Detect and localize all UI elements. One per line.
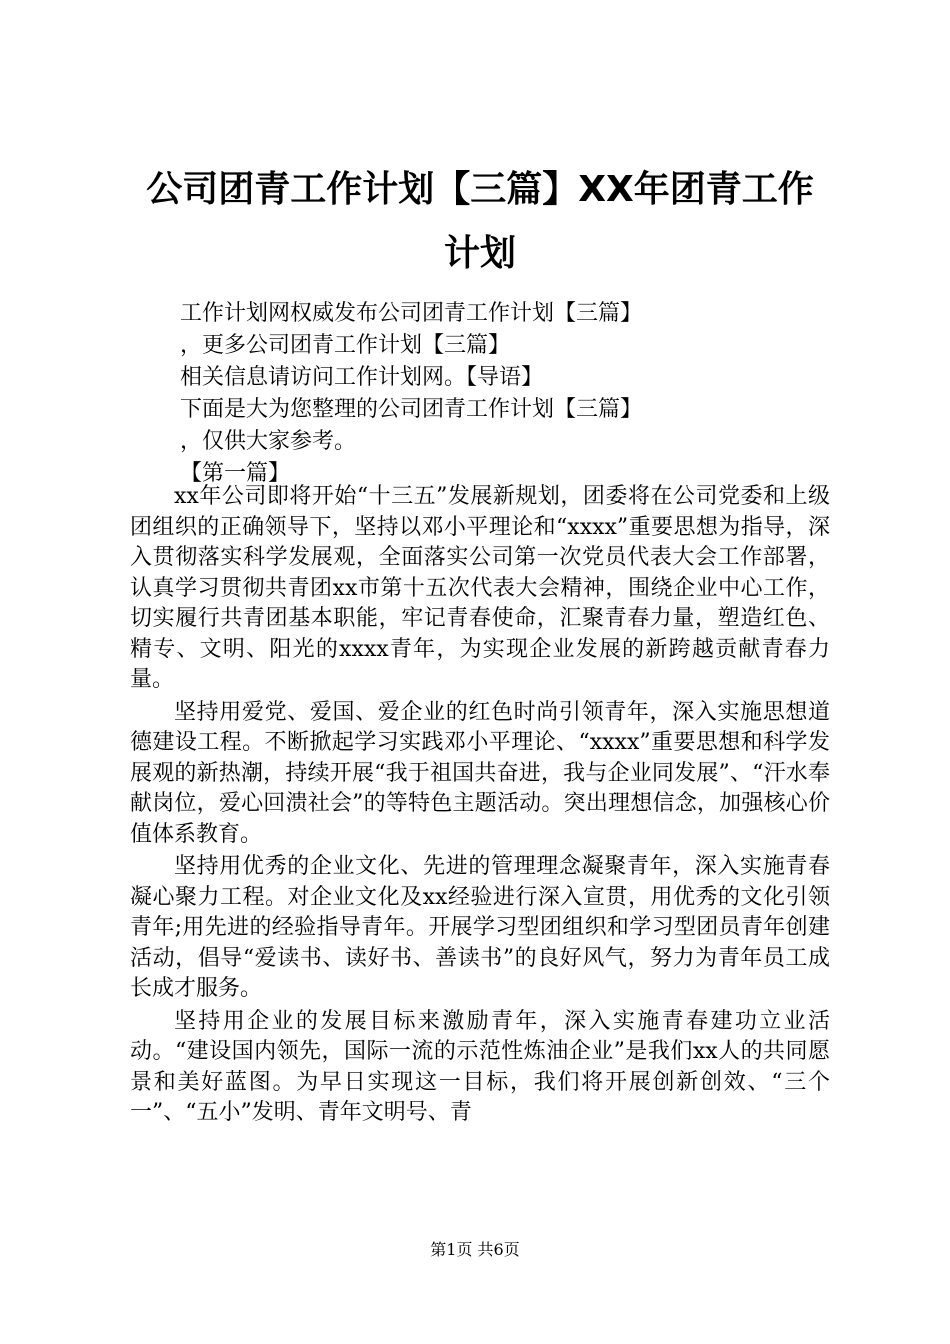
- intro-line: ，更多公司团青工作计划【三篇】: [180, 333, 511, 358]
- paragraph: 坚持用企业的发展目标来激励青年，深入实施青春建功立业活动。“建设国内领先，国际一流的示范性炼油企业”是我们xx人的共同愿景和美好蓝图。为早日实现这一目标，我们将开展创新创效、“三个一”、“五小”发明、青年文明号、青: [130, 1008, 830, 1125]
- body-text: [130, 482, 830, 1131]
- intro-line: ，仅供大家参考。: [180, 429, 357, 454]
- intro-line: 相关信息请访问工作计划网。【导语】: [180, 365, 544, 390]
- document-title: 公司团青工作计划【三篇】XX年团青工作计划: [146, 169, 814, 274]
- paragraph: 坚持用优秀的企业文化、先进的管理理念凝聚青年，深入实施青春凝心聚力工程。对企业文化及xx经验进行深入宣贯，用优秀的文化引领青年;用先进的经验指导青年。开展学习型团组织和学习型团员青年创建活动，倡导“爱读书、读好书、善读书”的良好风气，努力为青年员工成长成才服务。: [130, 854, 830, 1001]
- paragraph: xx年公司即将开始“十三五”发展新规划，团委将在公司党委和上级团组织的正确领导下，坚持以邓小平理论和“xxxx”重要思想为指导，深入贯彻落实科学发展观，全面落实公司第一次党员代表大会工作部署，认真学习贯彻共青团xx市第十五次代表大会精神，围绕企业中心工作，切实履行共青团基本职能，牢记青春使命，汇聚青春力量，塑造红色、精专、文明、阳光的xxxx青年，为实现企业发展的新跨越贡献青春力量。: [130, 484, 830, 692]
- paragraph: 坚持用爱党、爱国、爱企业的红色时尚引领青年，深入实施思想道德建设工程。不断掀起学习实践邓小平理论、“xxxx”重要思想和科学发展观的新热潮，持续开展“我于祖国共奋进，我与企业同发展”、“汗水奉献岗位，爱心回溃社会”的等特色主题活动。突出理想信念，加强核心价值体系教育。: [130, 699, 830, 847]
- section-heading: 【第一篇】: [180, 461, 291, 486]
- intro-line: 下面是大为您整理的公司团青工作计划【三篇】: [180, 397, 643, 422]
- intro-block: [180, 298, 840, 490]
- page-footer: 第1页 共6页: [430, 1240, 520, 1259]
- intro-line: 工作计划网权威发布公司团青工作计划【三篇】: [180, 301, 643, 326]
